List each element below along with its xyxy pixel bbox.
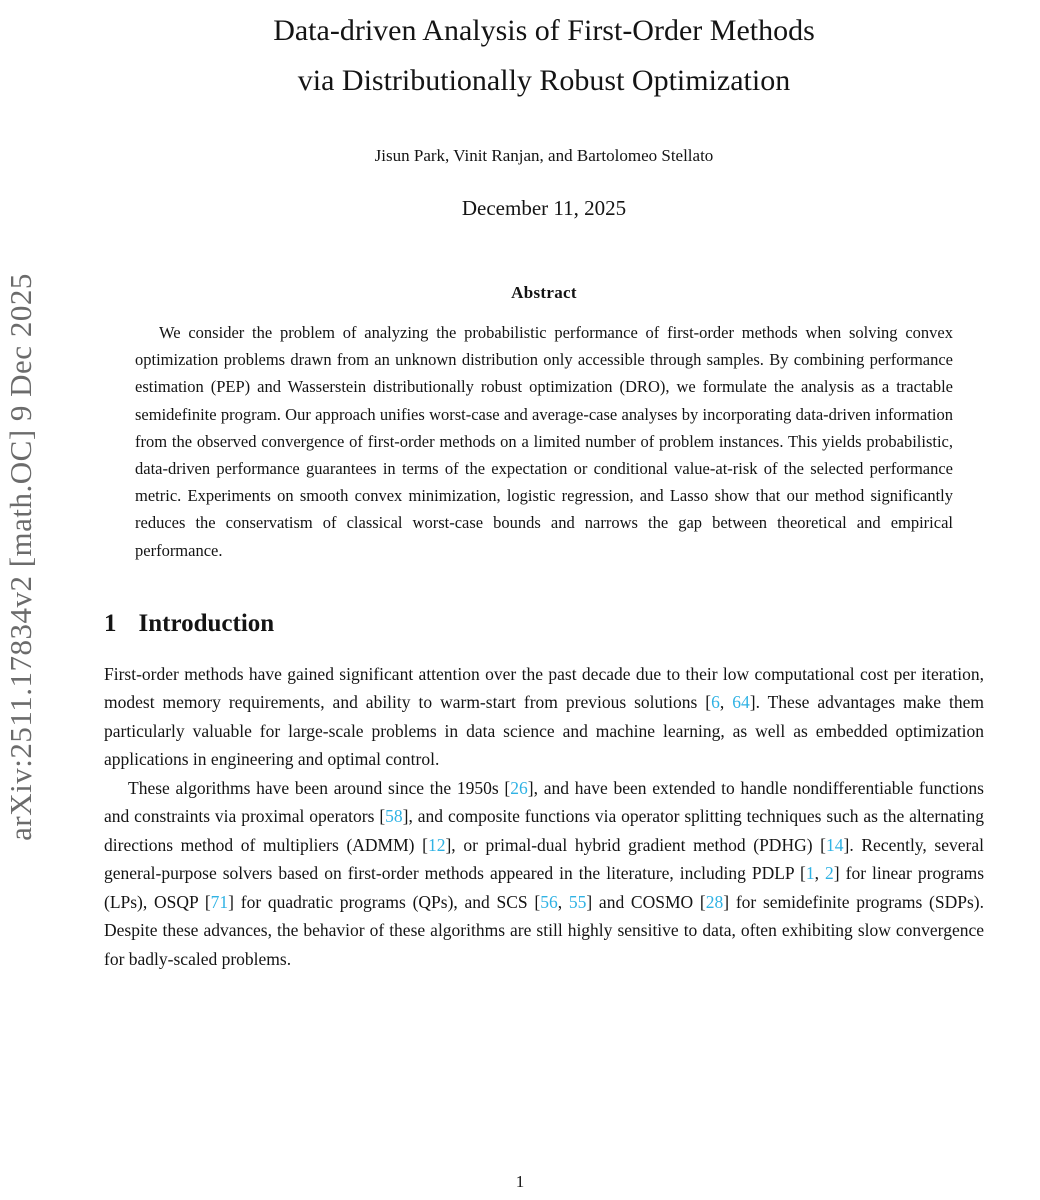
citation-link[interactable]: 2 bbox=[825, 863, 834, 884]
text-segment: ], and have been extended to handle nondifferentiable functions and constraints via proximal operators [ bbox=[104, 777, 984, 827]
citation-link[interactable]: 55 bbox=[568, 891, 587, 912]
section-title: Introduction bbox=[138, 609, 275, 637]
intro-paragraph-1 bbox=[104, 660, 984, 774]
paper-content bbox=[104, 0, 984, 973]
citation-link[interactable]: 28 bbox=[705, 891, 724, 912]
text-segment: First-order methods have gained significant attention over the past decade due to their low computational cost per iteration, modest memory requirements, and ability to warm-start from previous solutions [ bbox=[104, 663, 984, 713]
citation-link[interactable]: 12 bbox=[427, 834, 446, 855]
page-number: 1 bbox=[515, 1172, 525, 1191]
citation-link[interactable]: 26 bbox=[510, 777, 528, 798]
citation-link[interactable]: 58 bbox=[385, 806, 403, 827]
text-segment: ] for semidefinite programs (SDPs). Despite these advances, the behavior of these algorithms are still highly sensitive to data, often exhibiting slow convergence for badly-scaled problems. bbox=[104, 891, 984, 969]
arxiv-watermark: arXiv:2511.17834v2 [math.OC] 9 Dec 2025 bbox=[3, 273, 38, 841]
citation-link[interactable]: 56 bbox=[540, 891, 558, 912]
text-segment: ]. These advantages make them particularly valuable for large-scale problems in data science and machine learning, as well as embedded optimization applications in engineering and optimal control. bbox=[104, 692, 984, 770]
abstract-heading: Abstract bbox=[511, 283, 577, 302]
text-segment: ]. Recently, several general-purpose solvers based on first-order methods appeared in the literature, including PDLP [ bbox=[104, 834, 984, 884]
abstract-body bbox=[135, 319, 953, 564]
text-segment: ] and COSMO [ bbox=[586, 891, 706, 912]
text-segment: ] for quadratic programs (QPs), and SCS [ bbox=[228, 891, 541, 912]
title-line-2: via Distributionally Robust Optimization bbox=[297, 64, 791, 97]
introduction-body bbox=[104, 660, 984, 974]
text-segment: These algorithms have been around since the 1950s [ bbox=[128, 777, 511, 798]
text-segment: , bbox=[719, 692, 733, 713]
abstract-text: We consider the problem of analyzing the probabilistic performance of first-order methods when solving convex optimization problems drawn from an unknown distribution only accessible through samples. By combining performance estimation (PEP) and Wasserstein distributionally robust optimization (DRO), we formulate the analysis as a tractable semidefinite program. Our approach unifies worst-case and average-case analyses by incorporating data-driven information from the observed convergence of first-order methods on a limited number of problem instances. This yields probabilistic, data-driven performance guarantees in terms of the expectation or conditional value-at-risk of the selected performance metric. Experiments on smooth convex minimization, logistic regression, and Lasso show that our method significantly reduces the conservatism of classical worst-case bounds and narrows the gap between theoretical and empirical performance. bbox=[135, 323, 953, 560]
text-segment: ], and composite functions via operator splitting techniques such as the alternating directions method of multipliers (ADMM) [ bbox=[104, 806, 984, 855]
text-segment: , bbox=[557, 891, 569, 912]
citation-link[interactable]: 6 bbox=[711, 692, 720, 713]
citation-link[interactable]: 14 bbox=[826, 834, 844, 855]
title-line-1: Data-driven Analysis of First-Order Methods bbox=[273, 14, 815, 47]
citation-link[interactable]: 1 bbox=[805, 863, 815, 884]
date-line: December 11, 2025 bbox=[461, 196, 627, 220]
citation-link[interactable]: 71 bbox=[210, 891, 229, 912]
citation-link[interactable]: 64 bbox=[732, 692, 750, 713]
authors-line: Jisun Park, Vinit Ranjan, and Bartolomeo Stellato bbox=[374, 146, 714, 165]
page-title bbox=[104, 6, 984, 106]
section-number: 1 bbox=[104, 609, 117, 637]
text-segment: , bbox=[814, 863, 826, 884]
section-heading bbox=[104, 610, 984, 638]
text-segment: ] for linear programs (LPs), OSQP [ bbox=[104, 863, 985, 912]
text-segment: ], or primal-dual hybrid gradient method (PDHG) [ bbox=[445, 834, 827, 855]
intro-paragraph-2 bbox=[104, 774, 984, 974]
